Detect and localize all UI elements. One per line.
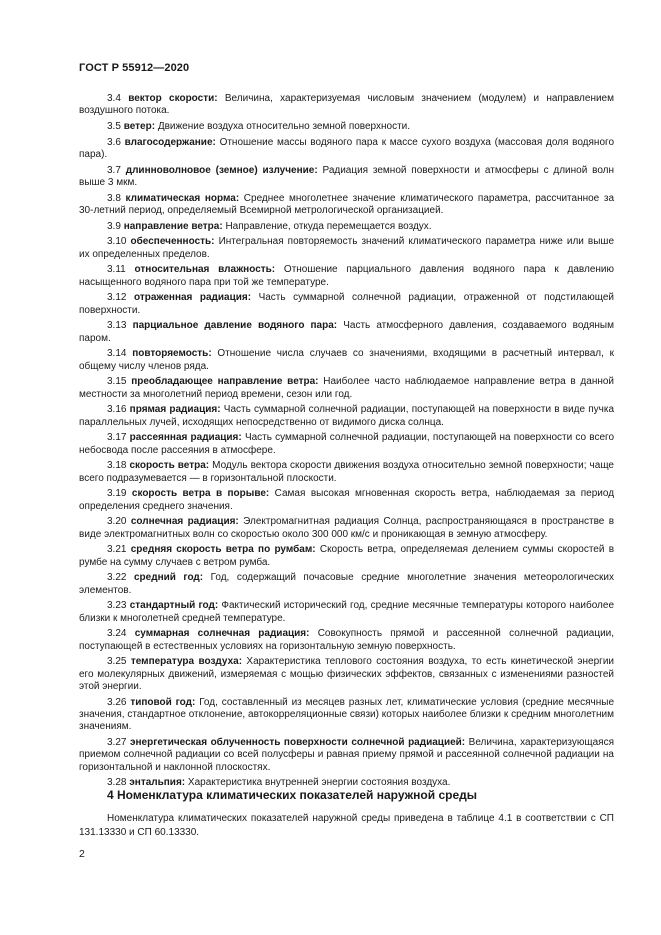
section-4-intro: Номенклатура климатических показателей наружной среды приведена в таблице 4.1 в соответствии с СП 131.13330 и СП 60.13330. — [79, 813, 614, 838]
definition-term: солнечная радиация: — [130, 516, 239, 528]
section-4-title: 4 Номенклатура климатических показателей наружной среды — [107, 788, 478, 802]
definition-text: Радиация земной поверхности и атмосферы с длиной волн выше 3 мкм. — [79, 164, 615, 188]
definition-item — [79, 656, 614, 693]
definition-term: повторяемость: — [132, 348, 212, 360]
definition-term: климатическая норма: — [125, 192, 240, 204]
definition-text: Год, содержащий почасовые средние многолетние значения метеорологических элементов. — [79, 572, 614, 596]
definition-term: скорость ветра в порыве: — [131, 488, 270, 500]
definition-term: суммарная солнечная радиация: — [134, 628, 310, 640]
page-number: 2 — [79, 848, 85, 860]
definition-item — [79, 292, 614, 317]
definition-term: рассеянная радиация: — [129, 432, 242, 444]
definition-text: Интегральная повторяемость значений климатического параметра ниже или выше их определенных пределов. — [79, 236, 614, 260]
definitions-list — [79, 93, 614, 793]
definition-term: направление ветра: — [123, 220, 223, 232]
definition-term: температура воздуха: — [130, 656, 243, 668]
definition-item — [79, 600, 614, 625]
definition-term: средний год: — [133, 572, 204, 584]
definition-text: Отношение числа случаев со значениями, входящими в расчетный интервал, к общему числу членов ряда. — [79, 348, 614, 372]
definition-text: Движение воздуха относительно земной поверхности. — [157, 121, 411, 132]
definition-text: Модуль вектора скорости движения воздуха относительно земной поверхности; чаще всего подразумевается — в горизонтальной плоскости. — [79, 460, 614, 484]
definition-number: 3.11 — [107, 264, 126, 276]
definition-text: Электромагнитная радиация Солнца, распространяющаяся в пространстве в виде электромагнитных волн со скоростью около 300 000 км/с и проникающая в земную атмосферу. — [79, 516, 615, 540]
definition-item — [79, 544, 614, 569]
definition-term: отраженная радиация: — [133, 292, 252, 304]
definition-item — [79, 737, 614, 774]
definition-term: преобладающее направление ветра: — [131, 376, 319, 388]
definition-number: 3.24 — [107, 628, 127, 640]
definition-item — [79, 121, 614, 133]
definition-item — [79, 348, 614, 373]
definition-text: Отношение парциального давления водяного пара к давлению насыщенного водяного пара при той же температуре. — [79, 264, 615, 288]
definition-term: относительная влажность: — [134, 264, 276, 276]
definition-text: Совокупность прямой и рассеянной солнечной радиации, поступающей в естественных условиях на горизонтальную земную поверхность. — [79, 628, 615, 652]
definition-number: 3.5 — [107, 121, 121, 132]
definition-term: энергетическая облученность поверхности солнечной радиацией: — [129, 737, 466, 748]
definition-item — [79, 460, 614, 485]
definition-number: 3.25 — [107, 656, 127, 668]
definition-term: средняя скорость ветра по румбам: — [130, 544, 316, 556]
definition-number: 3.27 — [107, 737, 127, 748]
definition-text: Часть суммарной солнечной радиации, поступающей на поверхности в виде пучка параллельных лучей, исходящих непосредственно от видимого диска солнца. — [79, 404, 615, 428]
definition-number: 3.13 — [107, 320, 127, 332]
definition-term: обеспеченность: — [130, 236, 215, 248]
definition-item — [79, 93, 614, 118]
definition-text: Направление, откуда перемещается воздух. — [225, 220, 432, 232]
definition-term: вектор скорости: — [128, 93, 218, 104]
definition-item — [79, 572, 614, 597]
definition-term: скорость ветра: — [129, 460, 210, 472]
definition-text: Среднее многолетнее значение климатического параметра, рассчитанное за 30-летний период, определяемый Всемирной метрологической организацией. — [79, 192, 615, 216]
definition-number: 3.21 — [107, 544, 127, 556]
definition-item — [79, 264, 614, 289]
definition-number: 3.26 — [107, 696, 127, 708]
definition-item — [79, 697, 614, 734]
definition-term: энтальпия: — [129, 777, 186, 789]
definition-text: Наиболее часто наблюдаемое направление ветра в данной местности за многолетний период времени, сезон или год. — [79, 376, 615, 400]
definition-item — [79, 432, 614, 457]
definition-number: 3.20 — [107, 516, 127, 528]
definition-text: Самая высокая мгновенная скорость ветра, наблюдаемая за период определения среднего значения. — [79, 488, 615, 512]
definition-number: 3.23 — [107, 600, 127, 612]
definition-text: Часть суммарной солнечной радиации, отраженной от подстилающей поверхности. — [79, 292, 615, 316]
definition-term: длинноволновое (земное) излучение: — [125, 164, 318, 176]
definition-item — [79, 221, 614, 233]
document-header: ГОСТ Р 55912—2020 — [79, 62, 190, 74]
definition-term: влагосодержание: — [124, 136, 216, 148]
definition-item — [79, 516, 614, 541]
definition-text: Величина, характеризуемая числовым значением (модулем) и направлением воздушного потока. — [79, 93, 614, 117]
definition-text: Характеристика теплового состояния воздуха, то есть кинетической энергии его молекулярных движений, измеряемая с мощью физических эффектов, связанных с изменениями разностей этой энергии. — [79, 656, 614, 692]
definition-text: Величина, характеризующаяся приемом солнечной радиации со всей полусферы и равная приему прямой и рассеянной солнечной радиации на горизонтальной и наклонной плоскостях. — [79, 737, 614, 773]
definition-item — [79, 165, 614, 190]
definition-number: 3.6 — [107, 136, 121, 148]
definition-number: 3.8 — [107, 192, 121, 204]
definition-number: 3.17 — [107, 432, 127, 444]
definition-term: типовой год: — [130, 696, 196, 708]
definition-number: 3.22 — [107, 572, 127, 584]
definition-item — [79, 376, 614, 401]
definition-number: 3.16 — [107, 404, 127, 416]
definition-term: ветер: — [123, 121, 156, 132]
definition-number: 3.9 — [107, 220, 121, 232]
definition-text: Отношение массы водяного пара к массе сухого воздуха (массовая доля водяного пара). — [79, 136, 614, 160]
definition-number: 3.7 — [107, 164, 121, 176]
definition-term: парциальное давление водяного пара: — [132, 320, 338, 332]
definition-number: 3.19 — [107, 488, 127, 500]
definition-number: 3.4 — [107, 93, 121, 104]
definition-number: 3.28 — [107, 777, 127, 789]
definition-text: Фактический исторический год, средние месячные температуры которого наиболее близки к многолетней средней температуре. — [79, 600, 615, 624]
definition-item — [79, 236, 614, 261]
definition-text: Часть суммарной солнечной радиации, поступающей на поверхности со всего небосвода после рассеяния в атмосфере. — [79, 432, 615, 456]
definition-item — [79, 628, 614, 653]
definition-number: 3.18 — [107, 460, 127, 472]
definition-number: 3.10 — [107, 236, 127, 248]
definition-term: прямая радиация: — [129, 404, 221, 416]
definition-item — [79, 193, 614, 218]
definition-text: Скорость ветра, определяемая делением суммы скоростей в румбе на сумму случаев с ветром румба. — [79, 544, 615, 568]
definition-number: 3.15 — [107, 376, 127, 388]
definition-item — [79, 320, 614, 345]
definition-number: 3.12 — [107, 292, 127, 304]
definition-term: стандартный год: — [129, 600, 219, 612]
definition-item — [79, 404, 614, 429]
definition-item — [79, 137, 614, 162]
definition-text: Год, составленный из месяцев разных лет, климатические условия (средние месячные значения, стандартное отклонение, автокорреляционные связи) которых наиболее близки к средним многолетним значениям. — [79, 696, 615, 733]
definition-text: Часть атмосферного давления, создаваемого водяным паром. — [79, 320, 614, 344]
definition-item — [79, 488, 614, 513]
definition-text: Характеристика внутренней энергии состояния воздуха. — [187, 777, 451, 789]
definition-number: 3.14 — [107, 348, 127, 360]
